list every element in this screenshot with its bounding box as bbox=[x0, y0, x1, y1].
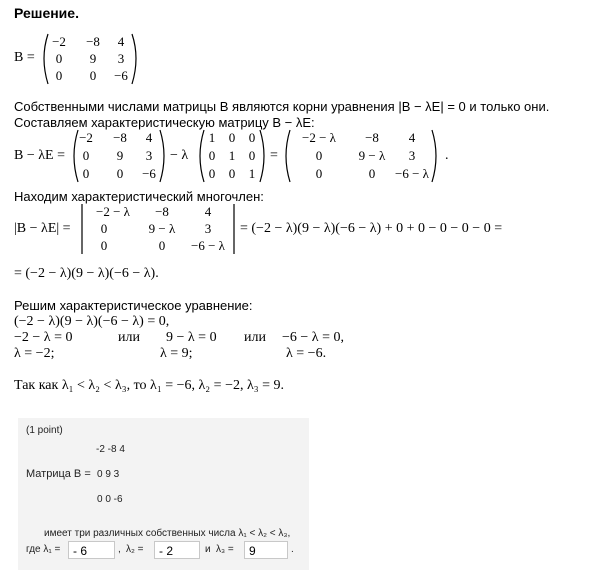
matrix-cell: 0 bbox=[55, 68, 63, 83]
det-result: = (−2 − λ)(9 − λ)(−6 − λ). bbox=[14, 266, 159, 281]
det-expansion: = (−2 − λ)(9 − λ)(−6 − λ) + 0 + 0 − 0 − 0 − 0 = bbox=[240, 221, 503, 236]
lambda3-label: λ₃ = bbox=[216, 544, 234, 555]
minus-lambda: − λ bbox=[170, 148, 189, 163]
matrix-cell: 4 bbox=[117, 34, 125, 49]
char-matrix-text: Составляем характеристическую матрицу B − λE: bbox=[14, 115, 315, 130]
matrix-cell: −8 bbox=[155, 204, 169, 219]
points-label: (1 point) bbox=[26, 425, 63, 436]
matrix-cell: 0 bbox=[158, 238, 166, 253]
matrix-cell: 0 bbox=[315, 148, 323, 163]
conclusion: Так как λ₁ < λ₂ < λ₃, то λ₁ = −6, λ₂ = −2, λ₃ = 9. bbox=[14, 378, 285, 393]
matrix-cell: −8 bbox=[365, 130, 379, 145]
lambda2-label: λ₂ = bbox=[126, 544, 144, 555]
and-word: и bbox=[205, 544, 211, 555]
matrix-cell: −6 bbox=[142, 166, 156, 181]
matrix-cell: 0 bbox=[116, 166, 124, 181]
matrix-cell: 0 bbox=[55, 51, 63, 66]
matrix-cell: −6 − λ bbox=[395, 166, 429, 181]
matrix-row-2: 0 9 3 bbox=[97, 469, 120, 480]
matrix-cell: 3 bbox=[204, 221, 212, 236]
heading: Решение. bbox=[14, 5, 79, 21]
root-sol-3: λ = −6. bbox=[286, 346, 327, 361]
matrix-cell: 0 bbox=[89, 68, 97, 83]
or-word-1: или bbox=[118, 330, 140, 345]
matrix-cell: 0 bbox=[82, 166, 90, 181]
matrix-cell: 3 bbox=[408, 148, 416, 163]
matrix-cell: −2 − λ bbox=[96, 204, 130, 219]
matrix-cell: 9 bbox=[89, 51, 97, 66]
matrix-cell: 1 bbox=[228, 148, 236, 163]
matrix-cell: 0 bbox=[228, 166, 236, 181]
matrix-cell: 0 bbox=[208, 166, 216, 181]
end-period: . bbox=[291, 544, 294, 555]
root-eq-3: −6 − λ = 0, bbox=[282, 330, 344, 345]
det-lhs: |B − λE| = bbox=[14, 221, 71, 236]
matrix-cell: −2 bbox=[52, 34, 66, 49]
matrix-cell: 0 bbox=[208, 148, 216, 163]
matrix-cell: 0 bbox=[228, 130, 236, 145]
matrix-cell: 0 bbox=[368, 166, 376, 181]
root-eq-1: −2 − λ = 0 bbox=[14, 330, 73, 345]
matrix-cell: 9 − λ bbox=[148, 221, 176, 236]
where-label: где λ₁ = bbox=[26, 544, 61, 555]
eigen-text: Собственными числами матрицы B являются корни уравнения |B − λE| = 0 и только они. bbox=[14, 99, 550, 114]
eq1-lhs: B − λE = bbox=[14, 148, 65, 163]
matrix-cell: −6 bbox=[114, 68, 128, 83]
matrix-cell: 0 bbox=[315, 166, 323, 181]
matrix-cell: 0 bbox=[100, 238, 108, 253]
matrix-cell: 4 bbox=[408, 130, 416, 145]
root-sol-2: λ = 9; bbox=[160, 346, 193, 361]
matrix-cell: 0 bbox=[248, 148, 256, 163]
matrix-cell: −2 − λ bbox=[302, 130, 336, 145]
or-word-2: или bbox=[244, 330, 266, 345]
matrix-cell: −2 bbox=[79, 130, 93, 145]
solve-text: Решим характеристическое уравнение: bbox=[14, 298, 253, 313]
matrix-cell: 9 − λ bbox=[358, 148, 386, 163]
equals-sign: = bbox=[270, 148, 278, 163]
matrix-b-label: B = bbox=[14, 50, 35, 65]
separator-comma: , bbox=[118, 544, 121, 555]
matrix-label: Матрица B = bbox=[26, 468, 91, 480]
statement: имеет три различных собственных числа λ₁ < λ₂ < λ₃, bbox=[44, 528, 291, 539]
matrix-cell: −6 − λ bbox=[191, 238, 225, 253]
lambda3-input[interactable]: 9 bbox=[244, 541, 288, 559]
matrix-cell: −8 bbox=[113, 130, 127, 145]
char-equation: (−2 − λ)(9 − λ)(−6 − λ) = 0, bbox=[14, 314, 170, 329]
matrix-cell: 0 bbox=[248, 130, 256, 145]
lambda2-input[interactable]: - 2 bbox=[154, 541, 200, 559]
matrix-row-1: -2 -8 4 bbox=[96, 444, 125, 455]
matrix-cell: 9 bbox=[116, 148, 124, 163]
matrix-cell: 0 bbox=[82, 148, 90, 163]
matrix-cell: 1 bbox=[248, 166, 256, 181]
matrix-cell: 4 bbox=[145, 130, 153, 145]
matrix-cell: 4 bbox=[204, 204, 212, 219]
eq1-period: . bbox=[445, 148, 449, 163]
char-poly-text: Находим характеристический многочлен: bbox=[14, 189, 264, 204]
matrix-cell: −8 bbox=[86, 34, 100, 49]
matrix-cell: 3 bbox=[145, 148, 153, 163]
matrix-cell: 1 bbox=[208, 130, 216, 145]
matrix-cell: 0 bbox=[100, 221, 108, 236]
matrix-row-3: 0 0 -6 bbox=[97, 494, 123, 505]
root-eq-2: 9 − λ = 0 bbox=[166, 330, 217, 345]
root-sol-1: λ = −2; bbox=[14, 346, 55, 361]
matrix-cell: 3 bbox=[117, 51, 125, 66]
lambda1-input[interactable]: - 6 bbox=[68, 541, 115, 559]
